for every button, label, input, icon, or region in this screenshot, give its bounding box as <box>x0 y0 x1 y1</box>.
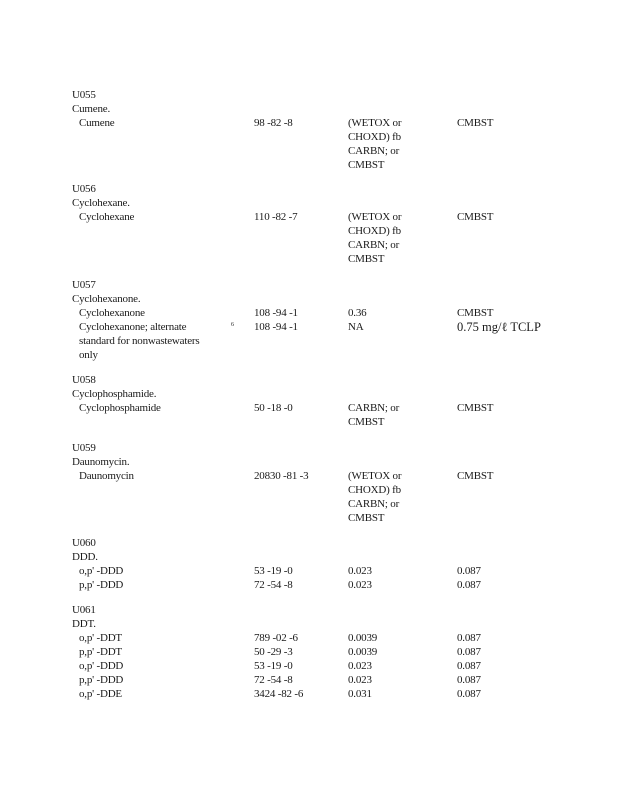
waste-code: U060 <box>72 537 96 549</box>
nonwastewater-standard: CMBST <box>457 470 494 482</box>
wastewater-standard <box>348 469 410 525</box>
ww-line: CARBN; or <box>348 145 400 157</box>
waste-code: U058 <box>72 374 96 386</box>
nonwastewater-standard: 0.087 <box>457 674 481 686</box>
wastewater-standard: 0.0039 <box>348 632 378 644</box>
ww-line: CARBN; or <box>348 498 400 510</box>
constituent-name: p,p' -DDD <box>79 579 124 591</box>
wastewater-standard: 0.031 <box>348 688 372 700</box>
constituent-name: o,p' -DDE <box>79 688 122 700</box>
ww-line: CHOXD) fb <box>348 484 401 496</box>
constituent-name: Cyclophosphamide <box>79 402 161 414</box>
constituent-name: o,p' -DDT <box>79 632 122 644</box>
waste-code: U057 <box>72 279 96 291</box>
nonwastewater-standard: 0.087 <box>457 565 481 577</box>
name-line: only <box>79 349 98 361</box>
waste-title: Cyclohexane. <box>72 197 130 209</box>
waste-code: U061 <box>72 604 96 616</box>
waste-entry-u056 <box>72 182 572 266</box>
cas-number: 110 -82 -7 <box>254 211 298 223</box>
footnote-marker: 6 <box>231 322 234 328</box>
wastewater-standard <box>348 210 410 266</box>
nonwastewater-standard: 0.087 <box>457 688 481 700</box>
constituent-row <box>72 687 572 701</box>
name-line: Cyclohexanone; alternate <box>79 321 187 333</box>
constituent-row <box>72 320 572 362</box>
cas-number: 53 -19 -0 <box>254 565 293 577</box>
name-line: standard for nonwastewaters <box>79 335 200 347</box>
cas-number: 20830 -81 -3 <box>254 470 309 482</box>
waste-title: DDD. <box>72 551 98 563</box>
constituent-row <box>72 645 572 659</box>
ww-line: (WETOX or <box>348 117 402 129</box>
cas-number: 108 -94 -1 <box>254 321 298 333</box>
nonwastewater-standard: CMBST <box>457 402 494 414</box>
constituent-name: Cumene <box>79 117 115 129</box>
wastewater-standard: 0.023 <box>348 660 372 672</box>
ww-line: CARBN; or <box>348 239 400 251</box>
nonwastewater-standard: CMBST <box>457 307 494 319</box>
wastewater-standard: NA <box>348 321 364 333</box>
wastewater-standard: 0.023 <box>348 565 372 577</box>
wastewater-standard: 0.023 <box>348 579 372 591</box>
waste-title: DDT. <box>72 618 96 630</box>
ww-line: CHOXD) fb <box>348 131 401 143</box>
cas-number: 72 -54 -8 <box>254 579 293 591</box>
waste-entry-u059 <box>72 441 572 525</box>
nonwastewater-standard: 0.087 <box>457 632 481 644</box>
nonwastewater-standard: 0.087 <box>457 579 481 591</box>
ww-line: (WETOX or <box>348 470 402 482</box>
waste-title: Cyclohexanone. <box>72 293 141 305</box>
constituent-row <box>72 306 572 320</box>
constituent-name: Cyclohexanone <box>79 307 145 319</box>
nonwastewater-standard: 0.087 <box>457 646 481 658</box>
wastewater-standard <box>348 401 410 429</box>
constituent-row <box>72 401 572 429</box>
constituent-name: p,p' -DDT <box>79 646 122 658</box>
nonwastewater-standard: CMBST <box>457 117 494 129</box>
constituent-row <box>72 469 572 525</box>
constituent-name: o,p' -DDD <box>79 660 124 672</box>
wastewater-standard: 0.36 <box>348 307 367 319</box>
wastewater-standard <box>348 116 410 172</box>
constituent-name: o,p' -DDD <box>79 565 124 577</box>
ww-line: (WETOX or <box>348 211 402 223</box>
cas-number: 72 -54 -8 <box>254 674 293 686</box>
wastewater-standard: 0.023 <box>348 674 372 686</box>
waste-title: Daunomycin. <box>72 456 130 468</box>
waste-entry-u058 <box>72 373 572 429</box>
ww-line: CMBST <box>348 512 385 524</box>
nonwastewater-standard: 0.087 <box>457 660 481 672</box>
ww-line: CHOXD) fb <box>348 225 401 237</box>
ww-line: CMBST <box>348 416 385 428</box>
waste-entry-u061 <box>72 603 572 701</box>
constituent-name: Cyclohexane <box>79 211 135 223</box>
waste-code: U056 <box>72 183 96 195</box>
constituent-name: Daunomycin <box>79 470 134 482</box>
constituent-row <box>72 210 572 266</box>
constituent-row <box>72 578 572 592</box>
waste-title: Cyclophosphamide. <box>72 388 157 400</box>
ww-line: CMBST <box>348 253 385 265</box>
waste-title: Cumene. <box>72 103 111 115</box>
waste-entry-u055 <box>72 88 572 172</box>
constituent-row <box>72 116 572 172</box>
nonwastewater-standard: CMBST <box>457 211 494 223</box>
waste-code: U059 <box>72 442 96 454</box>
wastewater-standard: 0.0039 <box>348 646 378 658</box>
ww-line: CARBN; or <box>348 402 400 414</box>
constituent-row <box>72 564 572 578</box>
constituent-row <box>72 631 572 645</box>
ww-line: CMBST <box>348 159 385 171</box>
constituent-row <box>72 659 572 673</box>
cas-number: 3424 -82 -6 <box>254 688 304 700</box>
cas-number: 98 -82 -8 <box>254 117 293 129</box>
constituent-name: p,p' -DDD <box>79 674 124 686</box>
waste-entry-u057 <box>72 278 572 362</box>
constituent-name <box>79 320 241 362</box>
constituent-row <box>72 673 572 687</box>
cas-number: 108 -94 -1 <box>254 307 298 319</box>
cas-number: 50 -18 -0 <box>254 402 293 414</box>
cas-number: 53 -19 -0 <box>254 660 293 672</box>
waste-entry-u060 <box>72 536 572 592</box>
waste-code: U055 <box>72 89 96 101</box>
nonwastewater-standard: 0.75 mg/ℓ TCLP <box>457 320 541 334</box>
cas-number: 789 -02 -6 <box>254 632 298 644</box>
cas-number: 50 -29 -3 <box>254 646 293 658</box>
